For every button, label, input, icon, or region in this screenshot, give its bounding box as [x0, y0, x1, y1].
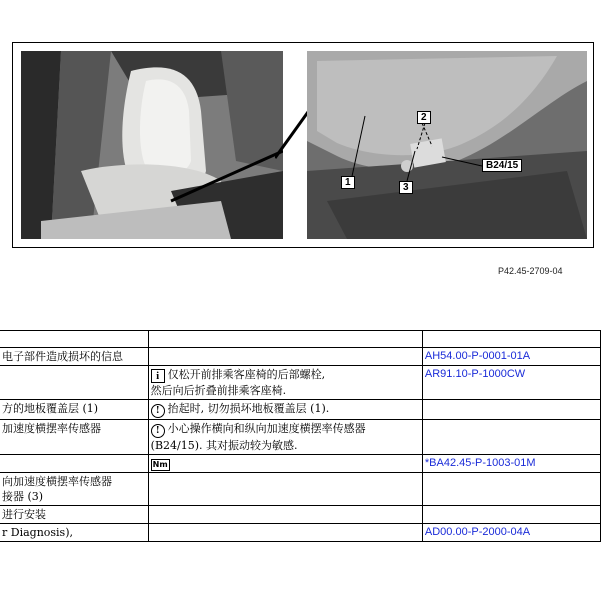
table-row	[0, 400, 601, 420]
note-cell	[148, 348, 422, 366]
note-text: 抬起时, 切勿损坏地板覆盖层 (1).	[167, 402, 330, 415]
callout-b24-15: B24/15	[482, 159, 522, 172]
step-cell	[0, 366, 148, 400]
callout-3: 3	[399, 181, 413, 194]
step-cell	[0, 473, 148, 506]
step-cell	[0, 331, 148, 348]
step-line: 向加速度横摆率传感器	[2, 475, 112, 488]
torque-icon: Nm	[152, 460, 168, 469]
table-row	[0, 455, 601, 473]
callout-2: 2	[417, 111, 431, 124]
reference-link[interactable]: AH54.00-P-0001-01A	[422, 348, 600, 366]
reference-link[interactable]: *BA42.45-P-1003-01M	[422, 455, 600, 473]
note-cell	[148, 366, 422, 400]
step-cell: 电子部件造成损坏的信息	[0, 348, 148, 366]
sensor-detail-illustration	[307, 51, 587, 239]
table-row	[0, 524, 601, 542]
reference-link[interactable]: AD00.00-P-2000-04A	[422, 524, 600, 542]
info-icon: i	[151, 369, 165, 383]
car-interior-photo	[21, 51, 283, 239]
note-cell	[148, 506, 422, 524]
note-cell	[148, 524, 422, 542]
reference-cell	[422, 420, 600, 455]
sensor-detail-photo	[307, 51, 587, 239]
step-cell: r Diagnosis),	[0, 524, 148, 542]
warning-icon: !	[151, 404, 165, 418]
table-row	[0, 420, 601, 455]
reference-cell	[422, 331, 600, 348]
table-row	[0, 331, 601, 348]
step-cell	[0, 455, 148, 473]
note-cell	[148, 420, 422, 455]
table-row	[0, 473, 601, 506]
reference-link[interactable]: AR91.10-P-1000CW	[422, 366, 600, 400]
reference-cell	[422, 506, 600, 524]
table-row	[0, 506, 601, 524]
figure-code: P42.45-2709-04	[498, 266, 563, 276]
step-line: 接器 (3)	[2, 490, 44, 503]
figure-frame	[12, 42, 594, 248]
note-cell	[148, 331, 422, 348]
reference-cell	[422, 473, 600, 506]
warning-icon: !	[151, 424, 165, 438]
table-row	[0, 348, 601, 366]
step-cell: 方的地板覆盖层 (1)	[0, 400, 148, 420]
note-line: 然后向后折叠前排乘客座椅.	[150, 384, 287, 397]
callout-1: 1	[341, 176, 355, 189]
table-row	[0, 366, 601, 400]
note-line: (B24/15). 其对振动较为敏感.	[150, 439, 298, 452]
step-cell: 加速度横摆率传感器	[0, 420, 148, 455]
note-line: 仅松开前排乘客座椅的后部螺栓,	[167, 368, 326, 381]
reference-cell	[422, 400, 600, 420]
note-line: 小心操作横向和纵向加速度横摆率传感器	[167, 422, 366, 435]
note-cell	[148, 473, 422, 506]
procedure-table	[0, 330, 601, 542]
car-interior-illustration	[21, 51, 283, 239]
step-cell: 进行安装	[0, 506, 148, 524]
note-cell	[148, 400, 422, 420]
note-cell	[148, 455, 422, 473]
